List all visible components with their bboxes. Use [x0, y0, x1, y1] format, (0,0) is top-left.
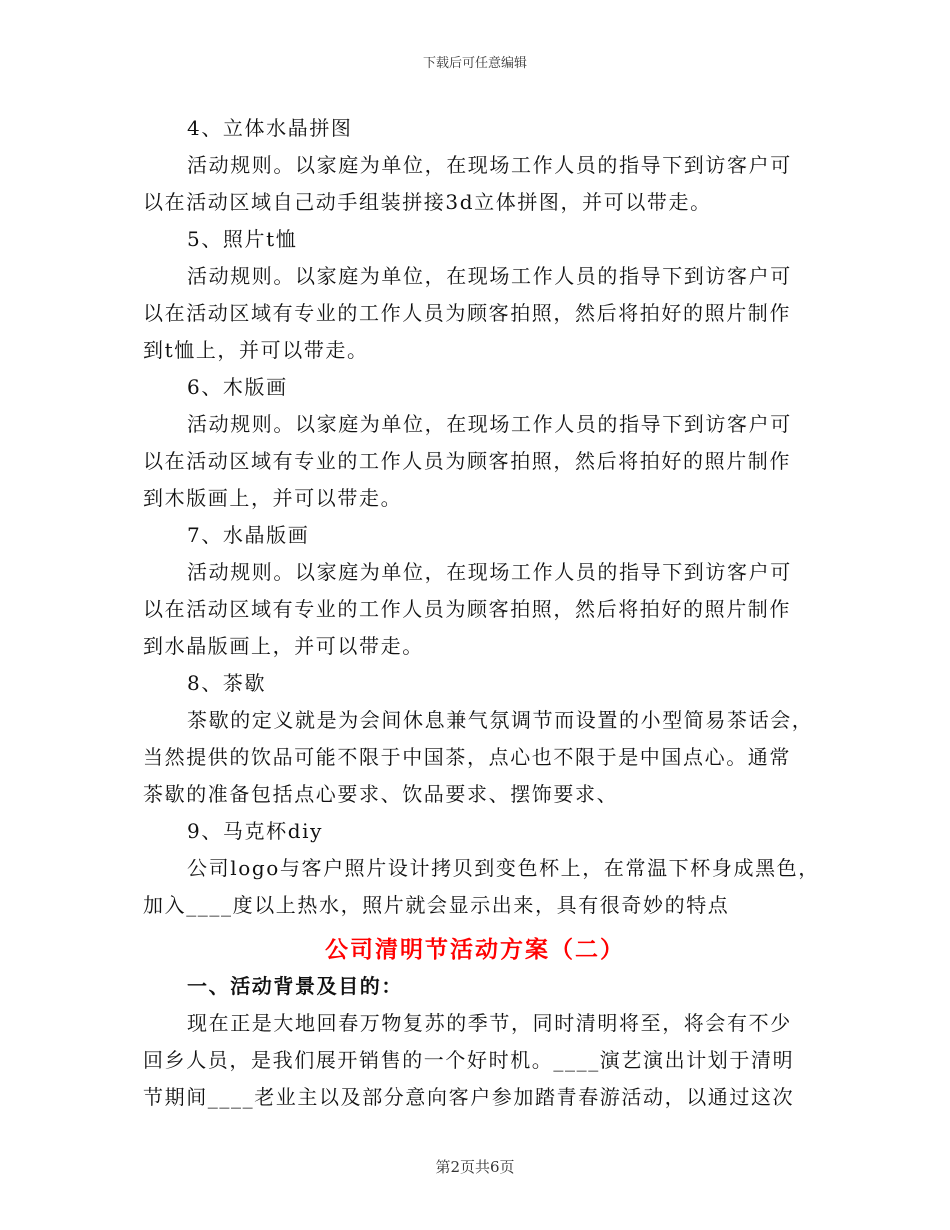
item-heading-6: 6、木版画	[187, 375, 288, 399]
section-heading: 一、活动背景及目的：	[187, 974, 403, 998]
paragraph-line: 活动规则。以家庭为单位，在现场工作人员的指导下到访客户可	[187, 153, 792, 177]
paragraph-line: 到t恤上，并可以带走。	[143, 338, 369, 362]
paragraph-line: 回乡人员，是我们展开销售的一个好时机。____演艺演出计划于清明	[143, 1048, 795, 1072]
paragraph-line: 以在活动区域有专业的工作人员为顾客拍照，然后将拍好的照片制作	[143, 449, 791, 473]
paragraph-line: 以在活动区域有专业的工作人员为顾客拍照，然后将拍好的照片制作	[143, 597, 791, 621]
paragraph-line: 公司logo与客户照片设计拷贝到变色杯上，在常温下杯身成黑色，	[187, 856, 820, 880]
paragraph-line: 茶歇的准备包括点心要求、饮品要求、摆饰要求、	[143, 782, 619, 806]
page-footer: 第2页共6页	[435, 1158, 515, 1176]
paragraph-line: 活动规则。以家庭为单位，在现场工作人员的指导下到访客户可	[187, 560, 792, 584]
paragraph-line: 活动规则。以家庭为单位，在现场工作人员的指导下到访客户可	[187, 264, 792, 288]
item-heading-9: 9、马克杯diy	[187, 819, 324, 843]
paragraph-line: 到木版画上，并可以带走。	[143, 486, 403, 510]
paragraph-line: 加入____度以上热水，照片就会显示出来，具有很奇妙的特点	[143, 893, 730, 917]
item-heading-4: 4、立体水晶拼图	[187, 116, 353, 140]
paragraph-line: 当然提供的饮品可能不限于中国茶，点心也不限于是中国点心。通常	[143, 745, 791, 769]
paragraph-line: 活动规则。以家庭为单位，在现场工作人员的指导下到访客户可	[187, 412, 792, 436]
paragraph-line: 以在活动区域有专业的工作人员为顾客拍照，然后将拍好的照片制作	[143, 301, 791, 325]
paragraph-line: 到水晶版画上，并可以带走。	[143, 634, 424, 658]
section-title: 公司清明节活动方案（二）	[325, 936, 625, 963]
paragraph-line: 茶歇的定义就是为会间休息兼气氛调节而设置的小型简易茶话会，	[187, 708, 814, 732]
item-heading-7: 7、水晶版画	[187, 523, 310, 547]
page-header-note: 下载后可任意编辑	[422, 56, 527, 71]
item-heading-5: 5、照片t恤	[187, 227, 298, 251]
paragraph-line: 以在活动区域自己动手组装拼接3d立体拼图，并可以带走。	[143, 190, 712, 214]
item-heading-8: 8、茶歇	[187, 671, 267, 695]
paragraph-line: 现在正是大地回春万物复苏的季节，同时清明将至，将会有不少	[187, 1011, 792, 1035]
paragraph-line: 节期间____老业主以及部分意向客户参加踏青春游活动，以通过这次	[143, 1085, 795, 1109]
